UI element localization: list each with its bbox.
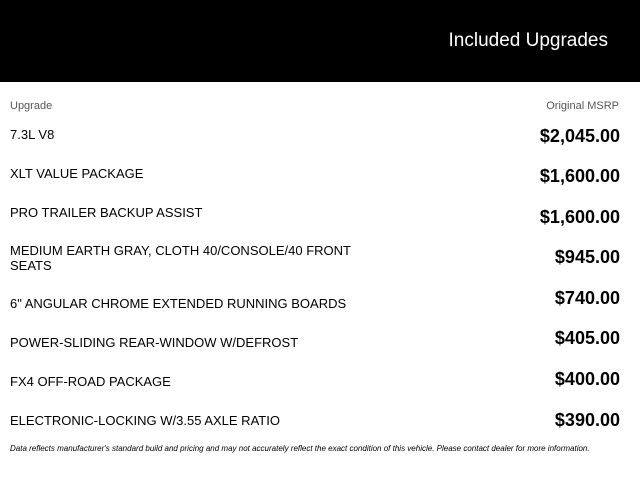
upgrade-name: PRO TRAILER BACKUP ASSIST [10, 205, 203, 220]
upgrade-name: XLT VALUE PACKAGE [10, 166, 144, 181]
upgrade-name: FX4 OFF-ROAD PACKAGE [10, 374, 171, 389]
upgrade-price: $390.00 [554, 410, 620, 430]
upgrade-name: 6" ANGULAR CHROME EXTENDED RUNNING BOARDS [10, 296, 347, 311]
column-header-upgrade: Upgrade [10, 100, 53, 112]
upgrade-name: 7.3L V8 [10, 127, 55, 142]
upgrade-price: $740.00 [554, 288, 620, 308]
header-bar [0, 0, 640, 82]
upgrade-price: $400.00 [554, 369, 620, 389]
disclaimer-text: Data reflects manufacturer's standard build and pricing and may not accurately reflect the exact condition of this vehicle. Please contact dealer for more information. [10, 444, 590, 453]
upgrade-price: $2,045.00 [539, 126, 620, 146]
upgrade-name: ELECTRONIC-LOCKING W/3.55 AXLE RATIO [10, 413, 280, 428]
upgrade-price: $1,600.00 [539, 166, 620, 186]
upgrade-price: $945.00 [554, 247, 620, 267]
upgrade-name: MEDIUM EARTH GRAY, CLOTH 40/CONSOLE/40 FRONT SEATS [10, 243, 351, 273]
column-header-original-msrp: Original MSRP [546, 100, 619, 112]
upgrade-name: POWER-SLIDING REAR-WINDOW W/DEFROST [10, 335, 299, 350]
page-title: Included Upgrades [448, 30, 608, 51]
upgrade-price: $405.00 [554, 328, 620, 348]
upgrade-price: $1,600.00 [539, 207, 620, 227]
